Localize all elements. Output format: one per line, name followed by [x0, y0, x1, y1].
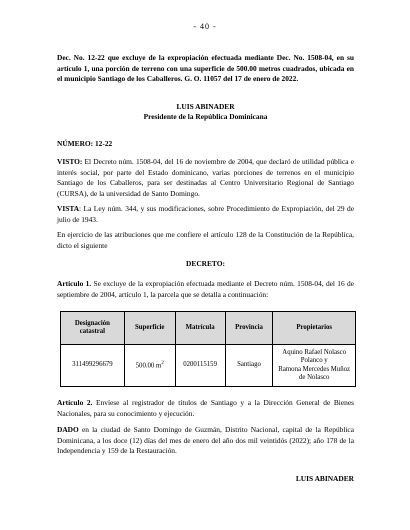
visto-text-1: El Decreto núm. 1508-04, del 16 de noviembre de 2004, que declaró de utilidad pública e interés social, por parte del Estado dominicano, varias porciones de terrenos en el municipio Santiago de los Caballeros, para ser destinadas al Centro Universitario Regional de Santiago (CURSA), de la universidad de Santo Domingo.: [57, 157, 354, 198]
visto-text-2: : La Ley núm. 344, y sus modificaciones, sobre Procedimiento de Expropiación, del 29 de julio de 1943.: [57, 204, 354, 224]
signatory-name: LUIS ABINADER: [176, 102, 235, 111]
visto-paragraph-2: [57, 204, 354, 225]
col-header-designacion: Designación catastral: [61, 312, 125, 345]
col-header-propietarios: Propietarios: [273, 312, 356, 345]
cell-provincia: Santiago: [225, 345, 273, 387]
superficie-unit-exponent: 2: [161, 361, 164, 367]
dado-label: DADO: [57, 425, 79, 434]
cell-matricula: 0200115159: [175, 345, 225, 387]
superficie-value: 500.00 m: [135, 362, 162, 370]
exercise-paragraph: En ejercicio de las atribuciones que me confiere el artículo 128 de la Constitución de la República, dicto el siguiente: [57, 230, 354, 250]
table-header-row: [61, 312, 356, 345]
owner-line-1: Aquino Rafael Nolasco Polanco y: [282, 348, 347, 365]
article-2-label: Artículo 2.: [57, 398, 93, 407]
cell-superficie: [124, 345, 175, 387]
article-1-label: Artículo 1.: [57, 279, 92, 288]
article-2: [57, 398, 354, 419]
signatory-title: Presidente de la República Dominicana: [143, 112, 268, 121]
owner-line-2: Ramona Mercedes Muñoz de Nolasco: [278, 365, 351, 381]
visto-paragraph-1: [57, 157, 354, 199]
article-2-text: Envíese al registrador de títulos de Santiago y a la Dirección General de Bienes Nacionales, para su conocimiento y ejecución.: [57, 398, 354, 418]
decree-number: NÚMERO: 12-22: [57, 139, 113, 148]
visto-label-2: VISTA: [57, 204, 80, 213]
visto-label-1: VISTO:: [57, 157, 83, 166]
decreto-label: DECRETO:: [186, 259, 225, 268]
cell-designacion: 311499296679: [61, 345, 125, 387]
col-header-matricula: Matrícula: [175, 312, 225, 345]
parcel-table: [60, 311, 356, 387]
col-header-superficie: Superficie: [124, 312, 175, 345]
decree-heading: Dec. No. 12-22 que excluye de la expropiación efectuada mediante Dec. No. 1508-04, en su artículo 1, una porción de terreno con una superficie de 500.00 metros cuadrados, ubicada en el municipio Santiago de los Caballeros. G. O. 11057 del 17 de enero de 2022.: [57, 53, 354, 84]
dado-text: en la ciudad de Santo Domingo de Guzmán, Distrito Nacional, capital de la República Dominicana, a los doce (12) días del mes de enero del año dos mil veintidós (2022); año 178 de la Independencia y 159 de la Restauración.: [57, 425, 354, 456]
closing-signature: LUIS ABINADER: [295, 474, 354, 483]
article-1: [57, 279, 354, 300]
cell-propietarios: [273, 345, 356, 387]
page-number: - 40 -: [193, 22, 217, 31]
col-header-provincia: Provincia: [225, 312, 273, 345]
table-row: [61, 345, 356, 387]
dado-paragraph: [57, 425, 354, 457]
article-1-text: Se excluye de la expropiación efectuada mediante el Decreto núm. 1508-04, del 16 de septiembre de 2004, artículo 1, la parcela que se detalla a continuación:: [57, 279, 355, 299]
